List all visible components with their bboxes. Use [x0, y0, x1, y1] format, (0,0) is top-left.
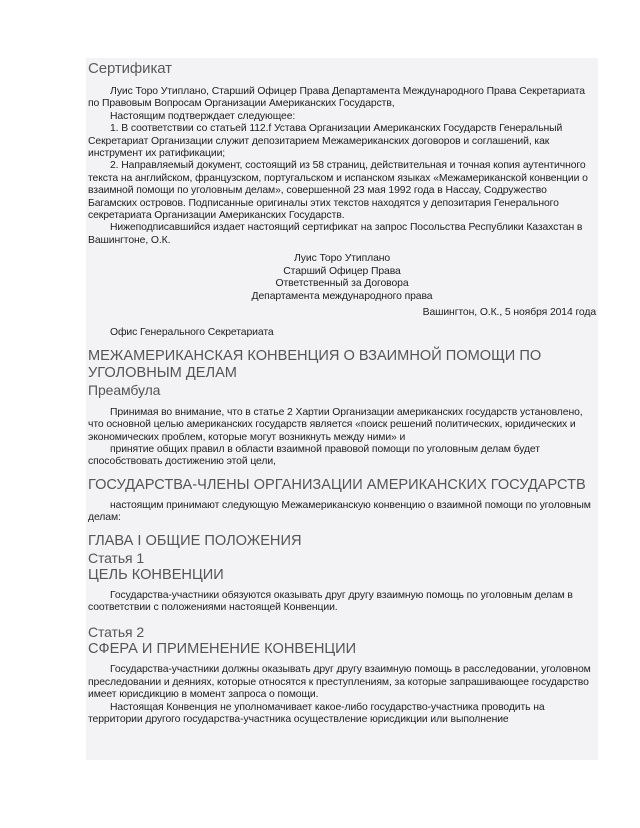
certificate-confirms: Настоящим подтверждает следующее: — [110, 110, 296, 122]
certificate-title: Сертификат — [88, 60, 172, 77]
signature-department: Департамента международного права — [251, 290, 433, 302]
signature-block — [88, 253, 596, 303]
convention-title: МЕЖАМЕРИКАНСКАЯ КОНВЕНЦИЯ О ВЗАИМНОЙ ПОМОЩИ ПО УГОЛОВНЫМ ДЕЛАМ — [88, 347, 542, 381]
office-name: Офис Генерального Секретариата — [110, 327, 274, 339]
article-2-paragraph-1: Государства-участники должны оказывать друг другу взаимную помощь в расследовании, уголовном преследовании и деяниях, которые относятся к преступлениям, за которые запрашивающее государство имеет юрисдикцию в момент запроса о помощи. — [88, 664, 591, 701]
signature-name: Луис Торо Утиплано — [293, 253, 391, 265]
article-1-label: Статья 1 — [88, 549, 145, 566]
preamble-heading: Преамбула — [88, 381, 161, 398]
preamble-paragraph-2: принятие общих правил в области взаимной правовой помощи по уголовным делам будет способствовать достижению этой цели, — [88, 443, 540, 468]
member-states-heading: ГОСУДАРСТВА-ЧЛЕНЫ ОРГАНИЗАЦИИ АМЕРИКАНСКИХ ГОСУДАРСТВ — [88, 476, 586, 493]
certificate-intro: Луис Торо Утиплано, Старший Офицер Права Департамента Международного Права Секретариата по Правовым Вопросам Организации Американских Государств, — [88, 86, 585, 110]
certificate-item-1: 1. В соответствии со статьей 112.f Устава Организации Американских Государств Генеральный Секретариат Организации служит депозитарием Межамериканских договоров и соглашений, как инструмент их ратификации; — [88, 123, 563, 160]
article-1-title: ЦЕЛЬ КОНВЕНЦИИ — [88, 566, 224, 583]
article-2-label: Статья 2 — [88, 624, 145, 641]
article-1-text: Государства-участники обязуются оказывать друг другу взаимную помощь по уголовным делам в соответствии с положениями настоящей Конвенции. — [88, 589, 573, 613]
document-page — [86, 58, 598, 760]
certificate-issued: Нижеподписавшийся издает настоящий сертификат на запрос Посольства Республики Казахстан в Вашингтоне, О.К. — [88, 222, 583, 246]
member-states-text: настоящим принимают следующую Межамериканскую конвенцию о взаимной помощи по уголовным делам: — [88, 499, 591, 524]
preamble-paragraph-1: Принимая во внимание, что в статье 2 Хартии Организации американских государств установлено, что основной целью американских государств является «поиск решений политических, юридических и экономических проблем, которые могут возникнуть между ними» и — [88, 406, 583, 443]
article-2-title: СФЕРА И ПРИМЕНЕНИЕ КОНВЕНЦИИ — [88, 641, 357, 658]
signature-position: Старший Офицер Права — [283, 265, 401, 277]
certificate-item-2: 2. Направляемый документ, состоящий из 58 страниц, действительная и точная копия аутентичного текста на английском, французском, португальском и испанском языках «Межамериканской конвенции о взаимной помощи по уголовным делам», совершенной 23 мая 1992 года в Нассау, Содружество Багамских островов. Подписанные оригиналы этих текстов находятся у депозитария Генерального секретариата Организации Американских Государств. — [88, 160, 588, 222]
place-date: Вашингтон, О.К., 5 ноября 2014 года — [422, 306, 596, 318]
chapter-1-heading: ГЛАВА I ОБЩИЕ ПОЛОЖЕНИЯ — [88, 532, 302, 549]
signature-responsible: Ответственный за Договора — [275, 278, 409, 290]
article-2-paragraph-2: Настоящая Конвенция не уполномачивает какое-либо государство-участника проводить на территории другого государства-участника осуществление юрисдикции или выполнение — [88, 701, 545, 725]
